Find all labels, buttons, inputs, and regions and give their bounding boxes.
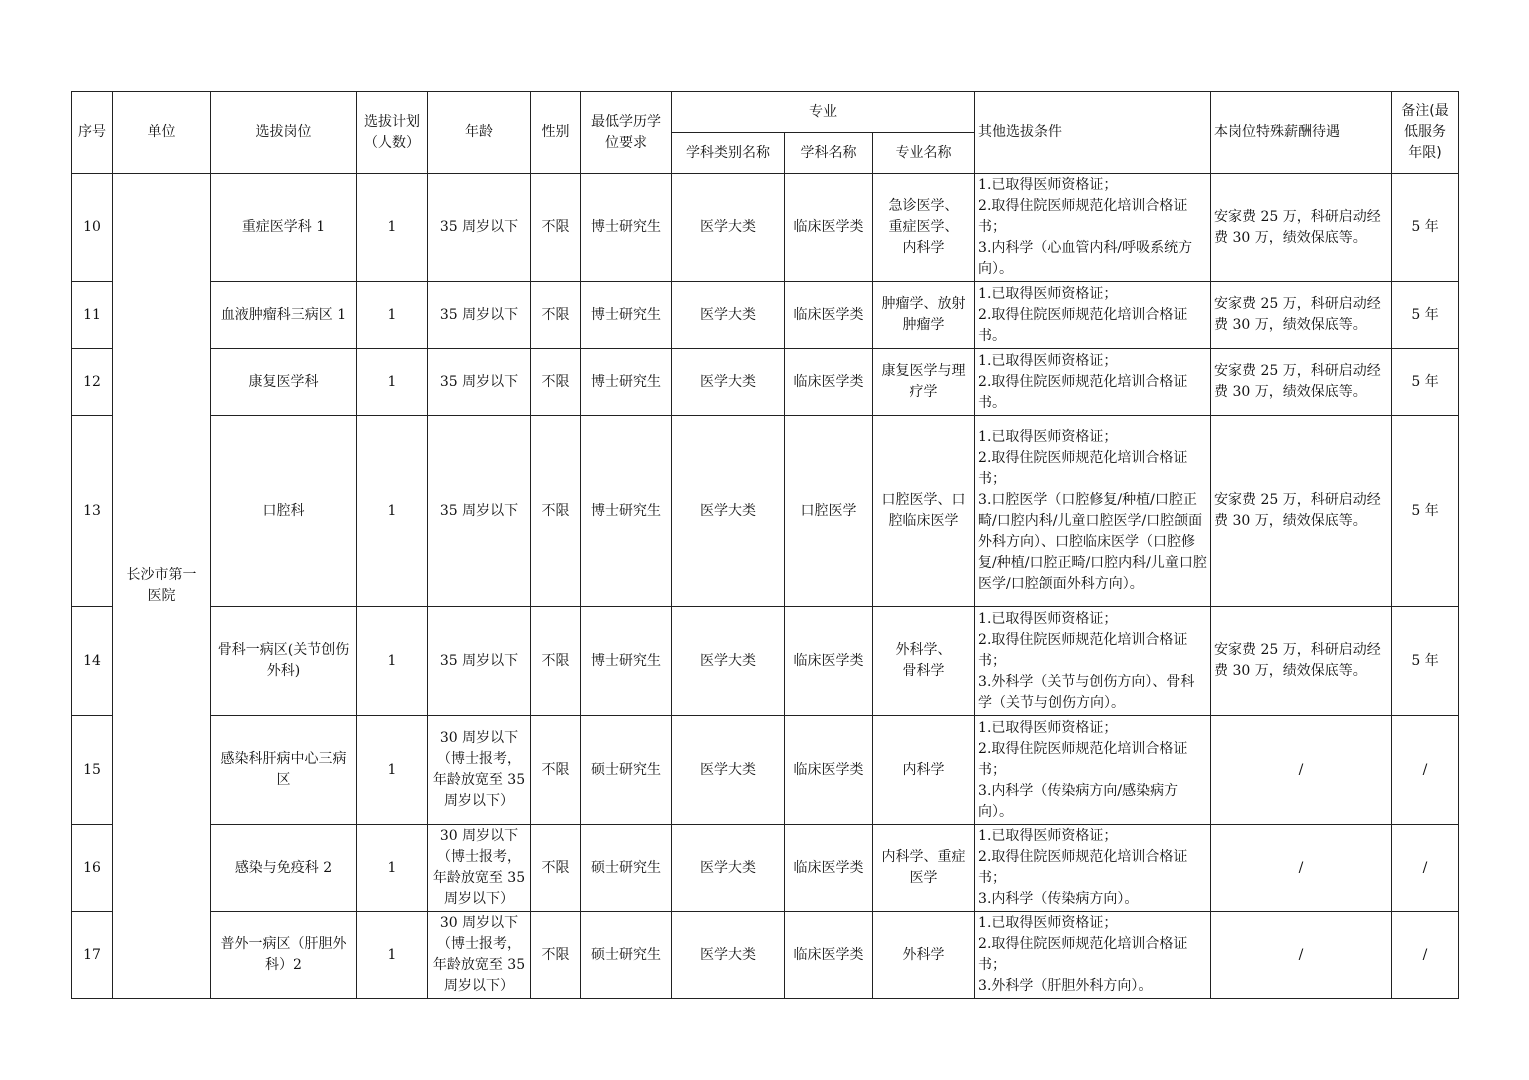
cell-note: / xyxy=(1392,912,1459,999)
cell-gender: 不限 xyxy=(531,416,581,607)
cell-salary: 安家费 25 万，科研启动经费 30 万，绩效保底等。 xyxy=(1211,607,1392,716)
cell-major-name: 内科学、重症医学 xyxy=(873,825,975,912)
cell-salary: 安家费 25 万，科研启动经费 30 万，绩效保底等。 xyxy=(1211,282,1392,349)
cell-other-conditions: 1.已取得医师资格证； 2.取得住院医师规范化培训合格证书； 3.外科学（肝胆外科方向）。 xyxy=(975,912,1211,999)
cell-plan: 1 xyxy=(357,416,428,607)
cell-salary: 安家费 25 万，科研启动经费 30 万，绩效保底等。 xyxy=(1211,174,1392,282)
cell-major-name: 外科学 xyxy=(873,912,975,999)
cell-note: 5 年 xyxy=(1392,607,1459,716)
header-major: 专业 xyxy=(672,92,975,133)
table-row xyxy=(72,349,1459,416)
cell-age: 35 周岁以下 xyxy=(428,282,531,349)
cell-age: 35 周岁以下 xyxy=(428,174,531,282)
header-gender: 性别 xyxy=(531,92,581,174)
cell-education: 博士研究生 xyxy=(581,607,672,716)
cell-seq: 16 xyxy=(72,825,113,912)
cell-education: 硕士研究生 xyxy=(581,825,672,912)
table-row xyxy=(72,282,1459,349)
cell-major-name: 外科学、 骨科学 xyxy=(873,607,975,716)
header-major-name: 专业名称 xyxy=(873,133,975,174)
cell-education: 硕士研究生 xyxy=(581,912,672,999)
cell-note: / xyxy=(1392,825,1459,912)
cell-seq: 11 xyxy=(72,282,113,349)
cell-plan: 1 xyxy=(357,716,428,825)
table-row xyxy=(72,174,1459,282)
table-row xyxy=(72,607,1459,716)
cell-seq: 15 xyxy=(72,716,113,825)
cell-note: 5 年 xyxy=(1392,416,1459,607)
cell-plan: 1 xyxy=(357,825,428,912)
cell-position: 口腔科 xyxy=(211,416,357,607)
header-education: 最低学历学 位要求 xyxy=(581,92,672,174)
cell-seq: 12 xyxy=(72,349,113,416)
cell-major-name: 口腔医学、口腔临床医学 xyxy=(873,416,975,607)
cell-education: 博士研究生 xyxy=(581,349,672,416)
header-row-1 xyxy=(72,92,1459,133)
cell-seq: 17 xyxy=(72,912,113,999)
cell-note: 5 年 xyxy=(1392,282,1459,349)
cell-major-subject: 临床医学类 xyxy=(785,716,873,825)
cell-age: 35 周岁以下 xyxy=(428,416,531,607)
cell-plan: 1 xyxy=(357,174,428,282)
cell-major-subject: 临床医学类 xyxy=(785,174,873,282)
header-seq: 序号 xyxy=(72,92,113,174)
cell-salary: / xyxy=(1211,825,1392,912)
cell-age: 30 周岁以下 （博士报考， 年龄放宽至 35 周岁以下） xyxy=(428,912,531,999)
cell-age: 30 周岁以下 （博士报考， 年龄放宽至 35 周岁以下） xyxy=(428,825,531,912)
cell-gender: 不限 xyxy=(531,349,581,416)
cell-education: 博士研究生 xyxy=(581,282,672,349)
cell-major-name: 肿瘤学、放射肿瘤学 xyxy=(873,282,975,349)
cell-seq: 13 xyxy=(72,416,113,607)
cell-note: / xyxy=(1392,716,1459,825)
cell-age: 30 周岁以下 （博士报考， 年龄放宽至 35 周岁以下） xyxy=(428,716,531,825)
cell-unit: 长沙市第一 医院 xyxy=(113,174,211,999)
cell-note: 5 年 xyxy=(1392,349,1459,416)
cell-major-subject: 口腔医学 xyxy=(785,416,873,607)
table-row xyxy=(72,416,1459,607)
header-plan: 选拔计划 （人数） xyxy=(357,92,428,174)
cell-plan: 1 xyxy=(357,282,428,349)
cell-major-subject: 临床医学类 xyxy=(785,607,873,716)
cell-gender: 不限 xyxy=(531,282,581,349)
header-age: 年龄 xyxy=(428,92,531,174)
cell-major-category: 医学大类 xyxy=(672,716,785,825)
cell-education: 博士研究生 xyxy=(581,416,672,607)
cell-seq: 10 xyxy=(72,174,113,282)
cell-major-category: 医学大类 xyxy=(672,174,785,282)
cell-position: 感染科肝病中心三病区 xyxy=(211,716,357,825)
cell-other-conditions: 1.已取得医师资格证； 2.取得住院医师规范化培训合格证书； 3.口腔医学（口腔修复/种植/口腔正畸/口腔内科/儿童口腔医学/口腔颌面外科方向）、口腔临床医学（口腔修复/种植/口腔正畸/口腔内科/儿童口腔医学/口腔颌面外科方向）。 xyxy=(975,416,1211,607)
cell-salary: 安家费 25 万，科研启动经费 30 万，绩效保底等。 xyxy=(1211,349,1392,416)
cell-major-category: 医学大类 xyxy=(672,912,785,999)
cell-age: 35 周岁以下 xyxy=(428,349,531,416)
cell-major-name: 康复医学与理疗学 xyxy=(873,349,975,416)
cell-salary: / xyxy=(1211,912,1392,999)
cell-education: 硕士研究生 xyxy=(581,716,672,825)
cell-plan: 1 xyxy=(357,912,428,999)
cell-major-category: 医学大类 xyxy=(672,282,785,349)
cell-other-conditions: 1.已取得医师资格证； 2.取得住院医师规范化培训合格证书； 3.内科学（传染病方向/感染病方向）。 xyxy=(975,716,1211,825)
cell-age: 35 周岁以下 xyxy=(428,607,531,716)
cell-gender: 不限 xyxy=(531,825,581,912)
header-note: 备注(最 低服务 年限) xyxy=(1392,92,1459,174)
cell-other-conditions: 1.已取得医师资格证； 2.取得住院医师规范化培训合格证书； 3.内科学（心血管内科/呼吸系统方向）。 xyxy=(975,174,1211,282)
cell-plan: 1 xyxy=(357,607,428,716)
cell-salary: 安家费 25 万，科研启动经费 30 万，绩效保底等。 xyxy=(1211,416,1392,607)
header-other-conditions: 其他选拔条件 xyxy=(975,92,1211,174)
cell-plan: 1 xyxy=(357,349,428,416)
recruitment-table xyxy=(71,91,1459,999)
cell-major-subject: 临床医学类 xyxy=(785,912,873,999)
cell-position: 重症医学科 1 xyxy=(211,174,357,282)
cell-major-category: 医学大类 xyxy=(672,607,785,716)
header-major-category: 学科类别名称 xyxy=(672,133,785,174)
cell-major-name: 急诊医学、 重症医学、 内科学 xyxy=(873,174,975,282)
cell-position: 骨科一病区(关节创伤外科) xyxy=(211,607,357,716)
header-major-subject: 学科名称 xyxy=(785,133,873,174)
cell-major-category: 医学大类 xyxy=(672,416,785,607)
cell-gender: 不限 xyxy=(531,607,581,716)
cell-gender: 不限 xyxy=(531,174,581,282)
cell-major-subject: 临床医学类 xyxy=(785,349,873,416)
cell-other-conditions: 1.已取得医师资格证； 2.取得住院医师规范化培训合格证书。 xyxy=(975,349,1211,416)
cell-major-name: 内科学 xyxy=(873,716,975,825)
cell-other-conditions: 1.已取得医师资格证； 2.取得住院医师规范化培训合格证书； 3.外科学（关节与创伤方向）、骨科学（关节与创伤方向）。 xyxy=(975,607,1211,716)
cell-gender: 不限 xyxy=(531,912,581,999)
header-salary: 本岗位特殊薪酬待遇 xyxy=(1211,92,1392,174)
cell-salary: / xyxy=(1211,716,1392,825)
cell-position: 普外一病区（肝胆外科）2 xyxy=(211,912,357,999)
table-row xyxy=(72,912,1459,999)
cell-note: 5 年 xyxy=(1392,174,1459,282)
cell-major-category: 医学大类 xyxy=(672,825,785,912)
cell-other-conditions: 1.已取得医师资格证； 2.取得住院医师规范化培训合格证书。 xyxy=(975,282,1211,349)
table-row xyxy=(72,825,1459,912)
cell-position: 血液肿瘤科三病区 1 xyxy=(211,282,357,349)
header-position: 选拔岗位 xyxy=(211,92,357,174)
cell-major-subject: 临床医学类 xyxy=(785,282,873,349)
cell-position: 康复医学科 xyxy=(211,349,357,416)
cell-major-subject: 临床医学类 xyxy=(785,825,873,912)
header-unit: 单位 xyxy=(113,92,211,174)
table-row xyxy=(72,716,1459,825)
cell-gender: 不限 xyxy=(531,716,581,825)
cell-education: 博士研究生 xyxy=(581,174,672,282)
cell-seq: 14 xyxy=(72,607,113,716)
cell-other-conditions: 1.已取得医师资格证； 2.取得住院医师规范化培训合格证书； 3.内科学（传染病方向）。 xyxy=(975,825,1211,912)
cell-position: 感染与免疫科 2 xyxy=(211,825,357,912)
cell-major-category: 医学大类 xyxy=(672,349,785,416)
